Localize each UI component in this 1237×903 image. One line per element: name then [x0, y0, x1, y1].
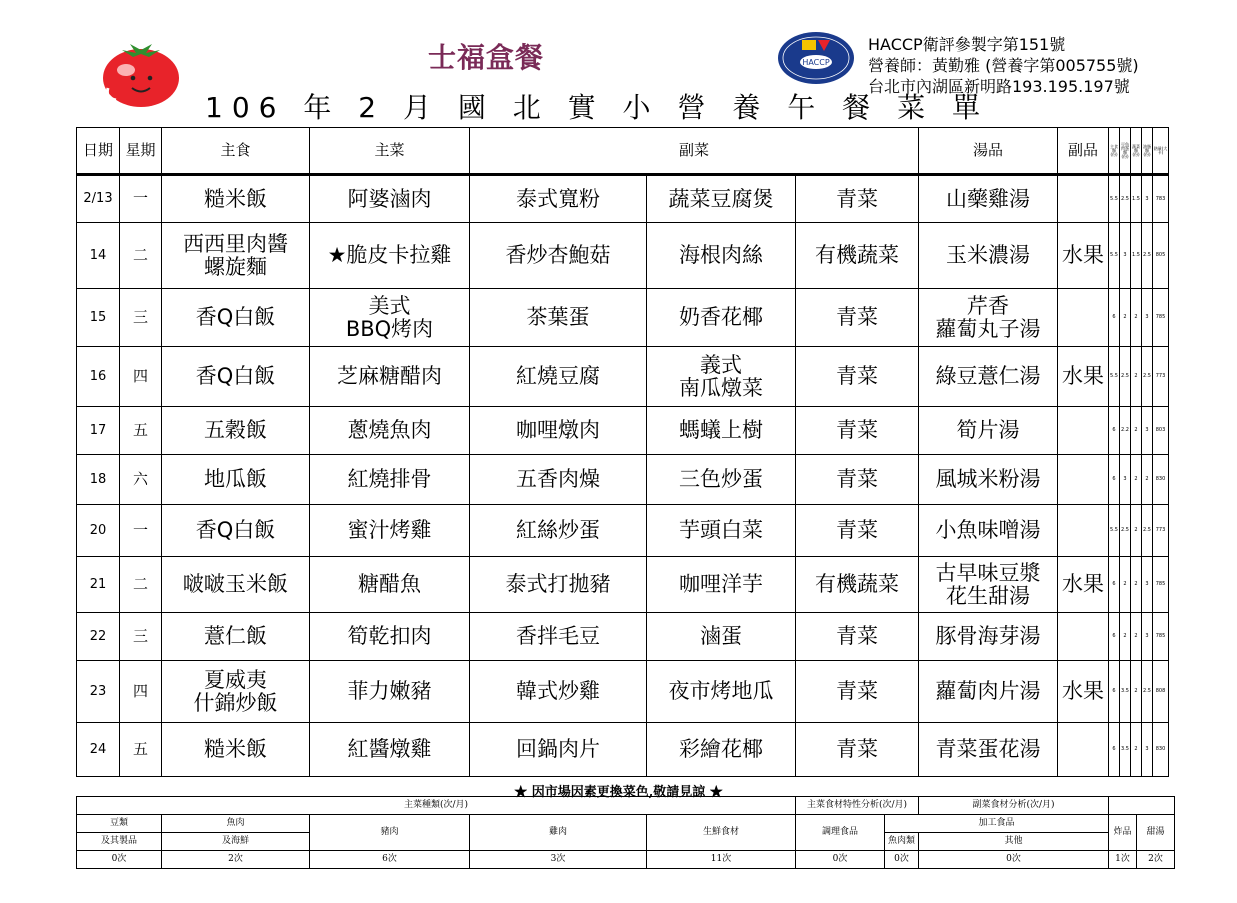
- menu-staple: 香Q白飯: [162, 347, 310, 407]
- menu-side: 海根肉絲: [647, 223, 796, 289]
- menu-extra: 水果: [1058, 557, 1109, 613]
- menu-extra: [1058, 407, 1109, 455]
- stats-blank: [1109, 797, 1175, 815]
- menu-nutrition: 2.2: [1120, 407, 1131, 455]
- stats-other: 其他: [919, 833, 1109, 851]
- haccp-logo-text: HACCP: [802, 58, 830, 67]
- menu-staple: 糙米飯: [162, 723, 310, 777]
- header-dow: 星期: [120, 128, 162, 175]
- menu-soup: 小魚味噌湯: [919, 505, 1058, 557]
- menu-side: 青菜: [796, 289, 919, 347]
- menu-nutrition: 2: [1131, 723, 1142, 777]
- menu-main: 阿婆滷肉: [310, 175, 470, 223]
- menu-side: 紅燒豆腐: [470, 347, 647, 407]
- menu-nutrition: 2.5: [1142, 347, 1153, 407]
- menu-nutrition: 3: [1120, 223, 1131, 289]
- menu-date: 18: [77, 455, 120, 505]
- menu-side: 青菜: [796, 175, 919, 223]
- menu-dow: 四: [120, 661, 162, 723]
- menu-nutrition: 3: [1142, 175, 1153, 223]
- menu-side: 泰式打拋豬: [470, 557, 647, 613]
- menu-nutrition: 773: [1153, 347, 1169, 407]
- menu-nutrition: 2.5: [1120, 347, 1131, 407]
- menu-nutrition: 2: [1120, 613, 1131, 661]
- menu-side: 夜市烤地瓜: [647, 661, 796, 723]
- menu-side: 三色炒蛋: [647, 455, 796, 505]
- menu-nutrition: 803: [1153, 407, 1169, 455]
- stats-table: [76, 796, 1175, 869]
- menu-main: 筍乾扣肉: [310, 613, 470, 661]
- menu-side: 有機蔬菜: [796, 557, 919, 613]
- header-nutrition: 熱量(大卡): [1153, 128, 1169, 175]
- stats-group-side: 副菜食材分析(次/月): [919, 797, 1109, 815]
- haccp-logo: [776, 30, 856, 86]
- company-name: 士福盒餐: [428, 41, 545, 74]
- menu-extra: [1058, 613, 1109, 661]
- menu-nutrition: 1.5: [1131, 223, 1142, 289]
- notice: ★ 因市場因素更換菜色,敬請見諒 ★: [514, 785, 723, 800]
- menu-dow: 四: [120, 347, 162, 407]
- menu-dow: 一: [120, 505, 162, 557]
- menu-date: 2/13: [77, 175, 120, 223]
- menu-nutrition: 830: [1153, 455, 1169, 505]
- menu-side: 咖哩燉肉: [470, 407, 647, 455]
- menu-side: 青菜: [796, 347, 919, 407]
- stats-value: 11次: [647, 851, 796, 869]
- menu-extra: [1058, 505, 1109, 557]
- stats-group-main-kind: 主菜種類(次/月): [77, 797, 796, 815]
- menu-row: [77, 723, 1169, 777]
- menu-nutrition: 2.5: [1142, 505, 1153, 557]
- menu-nutrition: 830: [1153, 723, 1169, 777]
- menu-row: [77, 347, 1169, 407]
- menu-staple: 啵啵玉米飯: [162, 557, 310, 613]
- menu-main: 蔥燒魚肉: [310, 407, 470, 455]
- stats-value: 0次: [77, 851, 162, 869]
- menu-side: 有機蔬菜: [796, 223, 919, 289]
- header-soup: 湯品: [919, 128, 1058, 175]
- menu-date: 14: [77, 223, 120, 289]
- menu-soup: 玉米濃湯: [919, 223, 1058, 289]
- menu-side: 青菜: [796, 613, 919, 661]
- menu-nutrition: 773: [1153, 505, 1169, 557]
- menu-staple: 地瓜飯: [162, 455, 310, 505]
- stats-group-main-ingredient: 主菜食材特性分析(次/月): [796, 797, 919, 815]
- menu-main: 糖醋魚: [310, 557, 470, 613]
- menu-staple: 香Q白飯: [162, 289, 310, 347]
- menu-side: 泰式寬粉: [470, 175, 647, 223]
- menu-date: 21: [77, 557, 120, 613]
- menu-nutrition: 805: [1153, 223, 1169, 289]
- menu-row: [77, 505, 1169, 557]
- menu-extra: 水果: [1058, 661, 1109, 723]
- header-nutrition: 豆魚肉蛋類(份): [1120, 128, 1131, 175]
- menu-nutrition: 808: [1153, 661, 1169, 723]
- menu-nutrition: 2: [1131, 557, 1142, 613]
- menu-soup: 綠豆薏仁湯: [919, 347, 1058, 407]
- menu-table: [76, 127, 1169, 777]
- menu-nutrition: 2: [1120, 557, 1131, 613]
- menu-nutrition: 2: [1120, 289, 1131, 347]
- header-nutrition: 蔬菜類(份): [1131, 128, 1142, 175]
- menu-soup: 風城米粉湯: [919, 455, 1058, 505]
- menu-extra: [1058, 175, 1109, 223]
- header-staple: 主食: [162, 128, 310, 175]
- menu-nutrition: 3: [1120, 455, 1131, 505]
- menu-side: 彩繪花椰: [647, 723, 796, 777]
- menu-main: 紅燒排骨: [310, 455, 470, 505]
- menu-dow: 二: [120, 223, 162, 289]
- menu-main: 蜜汁烤雞: [310, 505, 470, 557]
- header-main: 主菜: [310, 128, 470, 175]
- menu-nutrition: 2.5: [1120, 505, 1131, 557]
- menu-nutrition: 2: [1131, 661, 1142, 723]
- stats-processed-food: 加工食品: [885, 815, 1109, 833]
- menu-side: 螞蟻上樹: [647, 407, 796, 455]
- menu-soup: 蘿蔔肉片湯: [919, 661, 1058, 723]
- header-extra: 副品: [1058, 128, 1109, 175]
- stats-processed: 調理食品: [796, 815, 885, 851]
- stats-value: 6次: [310, 851, 470, 869]
- menu-side: 香炒杏鮑菇: [470, 223, 647, 289]
- menu-staple: 西西里肉醬 螺旋麵: [162, 223, 310, 289]
- menu-nutrition: 6: [1109, 455, 1120, 505]
- menu-row: [77, 223, 1169, 289]
- menu-nutrition: 3.5: [1120, 661, 1131, 723]
- menu-nutrition: 2: [1131, 407, 1142, 455]
- menu-soup: 青菜蛋花湯: [919, 723, 1058, 777]
- menu-side: 回鍋肉片: [470, 723, 647, 777]
- menu-staple: 糙米飯: [162, 175, 310, 223]
- menu-nutrition: 2: [1131, 505, 1142, 557]
- menu-nutrition: 6: [1109, 613, 1120, 661]
- address: 台北市內湖區新明路193.195.197號: [868, 77, 1130, 96]
- menu-side: 五香肉燥: [470, 455, 647, 505]
- menu-side: 咖哩洋芋: [647, 557, 796, 613]
- menu-soup: 芹香 蘿蔔丸子湯: [919, 289, 1058, 347]
- menu-nutrition: 5.5: [1109, 347, 1120, 407]
- menu-nutrition: 2: [1131, 613, 1142, 661]
- menu-extra: 水果: [1058, 223, 1109, 289]
- menu-date: 17: [77, 407, 120, 455]
- menu-nutrition: 5.5: [1109, 505, 1120, 557]
- menu-row: [77, 661, 1169, 723]
- stats-pork: 豬肉: [310, 815, 470, 851]
- menu-date: 23: [77, 661, 120, 723]
- header-nutrition: 油脂類(份): [1142, 128, 1153, 175]
- menu-staple: 薏仁飯: [162, 613, 310, 661]
- menu-main: 芝麻糖醋肉: [310, 347, 470, 407]
- menu-nutrition: 3: [1142, 613, 1153, 661]
- company-info: [868, 34, 1139, 97]
- menu-side: 義式 南瓜燉菜: [647, 347, 796, 407]
- menu-nutrition: 2: [1142, 455, 1153, 505]
- menu-nutrition: 2: [1131, 455, 1142, 505]
- menu-dow: 五: [120, 723, 162, 777]
- stats-value: 0次: [919, 851, 1109, 869]
- menu-side: 香拌毛豆: [470, 613, 647, 661]
- menu-date: 15: [77, 289, 120, 347]
- header-side: 副菜: [470, 128, 919, 175]
- menu-main: 美式 BBQ烤肉: [310, 289, 470, 347]
- stats-fish-bottom: 及海鮮: [162, 833, 310, 851]
- haccp-license: HACCP衛評參製字第151號: [868, 35, 1066, 54]
- menu-side: 青菜: [796, 723, 919, 777]
- menu-staple: 五穀飯: [162, 407, 310, 455]
- menu-dow: 三: [120, 613, 162, 661]
- stats-value: 0次: [796, 851, 885, 869]
- menu-nutrition: 3: [1142, 407, 1153, 455]
- menu-staple: 香Q白飯: [162, 505, 310, 557]
- menu-extra: [1058, 455, 1109, 505]
- menu-side: 滷蛋: [647, 613, 796, 661]
- menu-nutrition: 2.5: [1142, 223, 1153, 289]
- menu-side: 韓式炒雞: [470, 661, 647, 723]
- menu-nutrition: 2.5: [1120, 175, 1131, 223]
- menu-side: 茶葉蛋: [470, 289, 647, 347]
- menu-nutrition: 3: [1142, 557, 1153, 613]
- menu-dow: 二: [120, 557, 162, 613]
- menu-main: 菲力嫩豬: [310, 661, 470, 723]
- stats-value: 3次: [470, 851, 647, 869]
- menu-row: [77, 175, 1169, 223]
- stats-fresh: 生鮮食材: [647, 815, 796, 851]
- menu-dow: 六: [120, 455, 162, 505]
- stats-value: 0次: [885, 851, 919, 869]
- menu-date: 16: [77, 347, 120, 407]
- menu-staple: 夏威夷 什錦炒飯: [162, 661, 310, 723]
- menu-nutrition: 785: [1153, 613, 1169, 661]
- menu-side: 蔬菜豆腐煲: [647, 175, 796, 223]
- menu-main: 紅醬燉雞: [310, 723, 470, 777]
- stats-fish-top: 魚肉: [162, 815, 310, 833]
- stats-value: 2次: [1137, 851, 1175, 869]
- menu-nutrition: 6: [1109, 661, 1120, 723]
- menu-date: 22: [77, 613, 120, 661]
- stats-fried: 炸品: [1109, 815, 1137, 851]
- menu-nutrition: 783: [1153, 175, 1169, 223]
- menu-side: 奶香花椰: [647, 289, 796, 347]
- menu-nutrition: 3: [1142, 723, 1153, 777]
- menu-nutrition: 785: [1153, 289, 1169, 347]
- menu-side: 青菜: [796, 661, 919, 723]
- menu-dow: 三: [120, 289, 162, 347]
- stats-dessert: 甜湯: [1137, 815, 1175, 851]
- menu-soup: 山藥雞湯: [919, 175, 1058, 223]
- dietitian: 營養師：黃勤雅 (營養字第005755號): [868, 56, 1139, 75]
- stats-chicken: 雞肉: [470, 815, 647, 851]
- menu-row: [77, 613, 1169, 661]
- menu-dow: 五: [120, 407, 162, 455]
- header-nutrition: 主食類(份): [1109, 128, 1120, 175]
- menu-nutrition: 1.5: [1131, 175, 1142, 223]
- menu-nutrition: 2.5: [1142, 661, 1153, 723]
- menu-side: 青菜: [796, 455, 919, 505]
- menu-soup: 豚骨海芽湯: [919, 613, 1058, 661]
- stats-bean-top: 豆類: [77, 815, 162, 833]
- menu-date: 24: [77, 723, 120, 777]
- menu-row: [77, 455, 1169, 505]
- stats-fish-meat: 魚肉類: [885, 833, 919, 851]
- menu-nutrition: 5.5: [1109, 223, 1120, 289]
- menu-nutrition: 5.5: [1109, 175, 1120, 223]
- stats-value: 2次: [162, 851, 310, 869]
- menu-side: 紅絲炒蛋: [470, 505, 647, 557]
- menu-dow: 一: [120, 175, 162, 223]
- tomato-logo: [100, 36, 182, 108]
- menu-nutrition: 6: [1109, 407, 1120, 455]
- menu-soup: 古早味豆漿 花生甜湯: [919, 557, 1058, 613]
- menu-nutrition: 3: [1142, 289, 1153, 347]
- menu-title: 106 年 2 月 國 北 實 小 營 養 午 餐 菜 單: [205, 91, 989, 124]
- menu-row: [77, 407, 1169, 455]
- menu-extra: [1058, 723, 1109, 777]
- menu-extra: 水果: [1058, 347, 1109, 407]
- menu-row: [77, 557, 1169, 613]
- menu-nutrition: 6: [1109, 289, 1120, 347]
- menu-header-row: [77, 128, 1169, 175]
- menu-body: [77, 175, 1169, 777]
- menu-soup: 筍片湯: [919, 407, 1058, 455]
- stats-value: 1次: [1109, 851, 1137, 869]
- menu-nutrition: 2: [1131, 289, 1142, 347]
- menu-side: 芋頭白菜: [647, 505, 796, 557]
- menu-extra: [1058, 289, 1109, 347]
- menu-nutrition: 6: [1109, 723, 1120, 777]
- menu-row: [77, 289, 1169, 347]
- menu-side: 青菜: [796, 505, 919, 557]
- menu-nutrition: 2: [1131, 347, 1142, 407]
- menu-nutrition: 785: [1153, 557, 1169, 613]
- header-date: 日期: [77, 128, 120, 175]
- menu-date: 20: [77, 505, 120, 557]
- menu-nutrition: 3.5: [1120, 723, 1131, 777]
- menu-nutrition: 6: [1109, 557, 1120, 613]
- menu-side: 青菜: [796, 407, 919, 455]
- menu-main: ★脆皮卡拉雞: [310, 223, 470, 289]
- stats-bean-bottom: 及其製品: [77, 833, 162, 851]
